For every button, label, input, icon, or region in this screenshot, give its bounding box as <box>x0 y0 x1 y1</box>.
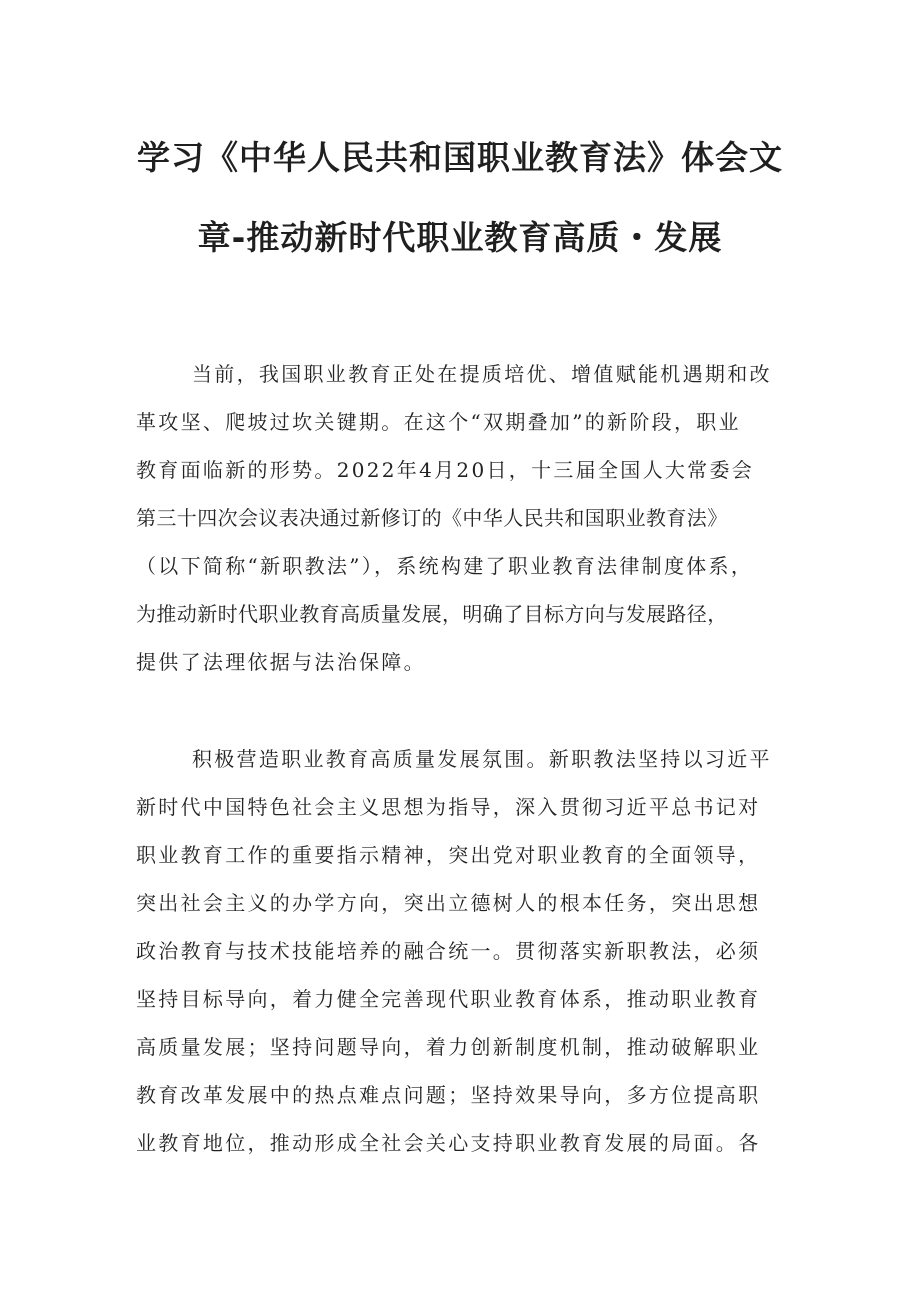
paragraph-line: 提供了法理依据与法治保障。 <box>136 650 426 674</box>
paragraph-1 <box>136 350 796 686</box>
document-title-line-1: 学习《中华人民共和国职业教育法》体会文 <box>137 138 783 177</box>
paragraph-2 <box>136 735 796 1167</box>
paragraph-line: 积极营造职业教育高质量发展氛围。新职教法坚持以习近平 <box>192 747 772 771</box>
paragraph-line: 政治教育与技术技能培养的融合统一。贯彻落实新职教法，必须 <box>136 939 761 963</box>
paragraph-line: 高质量发展；坚持问题导向，着力创新制度机制，推动破解职业 <box>136 1035 761 1059</box>
paragraph-line: 业教育地位，推动形成全社会关心支持职业教育发展的局面。各 <box>136 1131 761 1155</box>
paragraph-line: （以下简称“新职教法”），系统构建了职业教育法律制度体系， <box>136 554 754 578</box>
paragraph-line: 革攻坚、爬坡过坎关键期。在这个“双期叠加”的新阶段，职业 <box>136 410 741 434</box>
paragraph-line: 坚持目标导向，着力健全完善现代职业教育体系，推动职业教育 <box>136 987 761 1011</box>
document-title-line-2: 章-推动新时代职业教育高质・发展 <box>197 218 723 257</box>
paragraph-line: 职业教育工作的重要指示精神，突出党对职业教育的全面领导， <box>136 843 761 867</box>
paragraph-line: 为推动新时代职业教育高质量发展，明确了目标方向与发展路径， <box>136 602 728 626</box>
paragraph-line: 新时代中国特色社会主义思想为指导，深入贯彻习近平总书记对 <box>136 795 761 819</box>
paragraph-line: 第三十四次会议表决通过新修订的《中华人民共和国职业教育法》 <box>136 506 728 530</box>
paragraph-line: 教育面临新的形势。2022年4月20日，十三届全国人大常委会 <box>136 458 755 482</box>
paragraph-line: 突出社会主义的办学方向，突出立德树人的根本任务，突出思想 <box>136 891 761 915</box>
paragraph-line: 教育改革发展中的热点难点问题；坚持效果导向，多方位提高职 <box>136 1083 761 1107</box>
paragraph-line: 当前，我国职业教育正处在提质培优、增值赋能机遇期和改 <box>192 362 772 386</box>
